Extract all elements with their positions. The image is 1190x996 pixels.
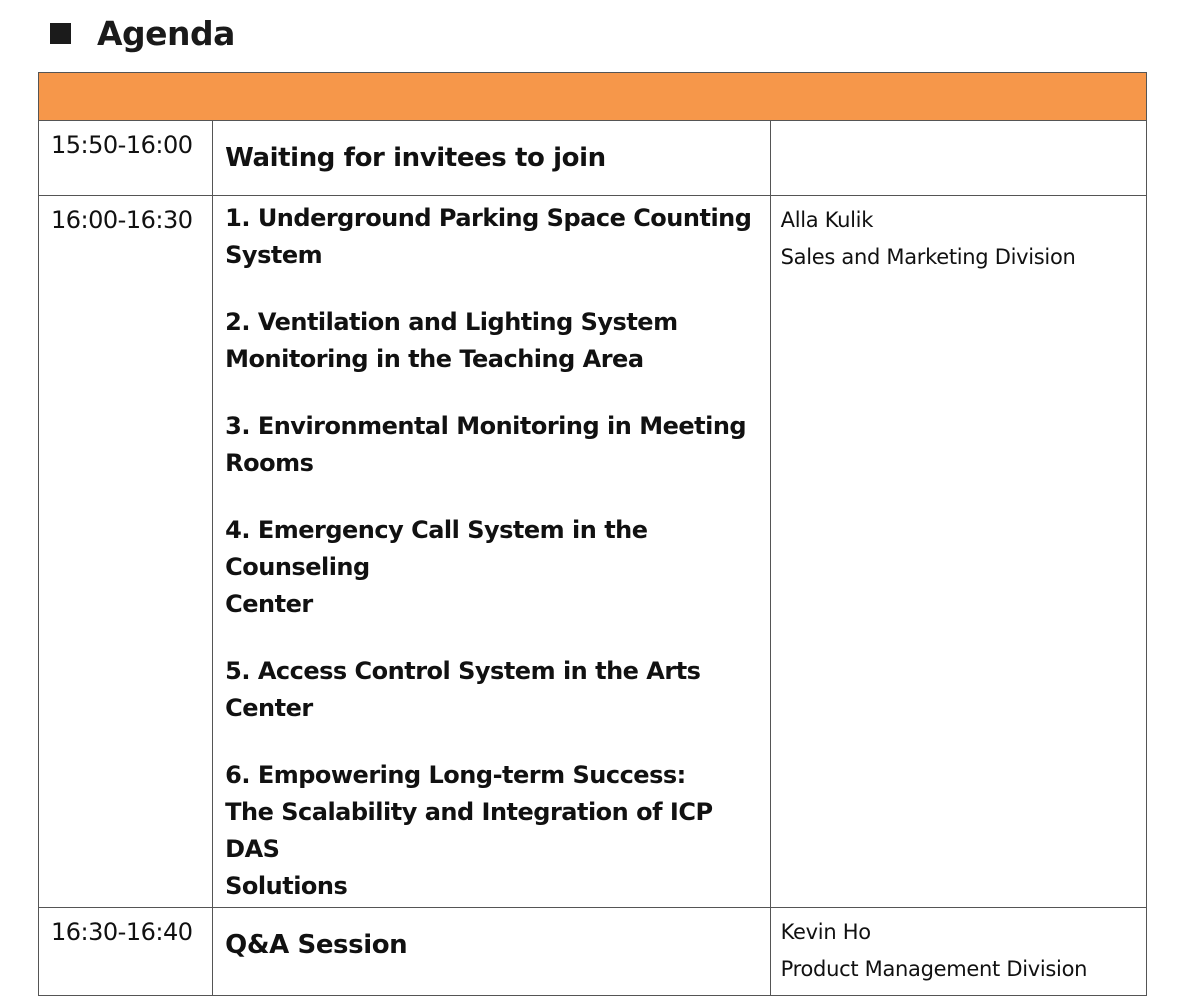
table-row [39,121,1147,196]
topic-line: Monitoring in the Teaching Area [225,345,644,373]
time-slot: 16:30-16:40 [51,918,193,946]
header-bar-cell [39,73,1147,121]
speaker-name: Alla Kulik [780,208,874,232]
topic-cell [213,121,770,196]
time-slot: 15:50-16:00 [51,131,193,159]
topic-line: Rooms [225,449,314,477]
speaker-division: Product Management Division [780,957,1088,981]
topic-list [213,196,769,905]
agenda-heading [50,14,235,53]
speaker-cell [770,196,1146,908]
topic-item [225,757,759,905]
speaker-name: Kevin Ho [780,920,871,944]
topic-cell [213,196,770,908]
table-row [39,196,1147,908]
speaker-cell [770,121,1146,196]
agenda-table [38,72,1147,996]
time-slot: 16:00-16:30 [51,206,193,234]
topic-line: 6. Empowering Long-term Success: [225,761,686,789]
page-title: Agenda [97,14,235,53]
time-cell [39,121,213,196]
topic-item [225,653,759,727]
topic-item [225,512,759,623]
square-bullet-icon [50,23,71,44]
speaker-cell [770,908,1146,996]
topic-line: Solutions [225,872,348,900]
topic-title: Q&A Session [225,930,408,960]
speaker-info [771,908,1146,988]
topic-cell [213,908,770,996]
speaker-division: Sales and Marketing Division [780,245,1076,269]
topic-line: 2. Ventilation and Lighting System [225,308,678,336]
topic-line: 4. Emergency Call System in the Counseling [225,516,648,581]
topic-item [225,200,759,274]
speaker-info [771,196,1146,276]
topic-line: 1. Underground Parking Space Counting [225,204,752,232]
topic-line: The Scalability and Integration of ICP DAS [225,798,713,863]
time-cell [39,908,213,996]
topic-item [225,304,759,378]
time-cell [39,196,213,908]
topic-line: 5. Access Control System in the Arts Center [225,657,701,722]
topic-line: Center [225,590,313,618]
topic-line: System [225,241,323,269]
table-header-bar [39,73,1147,121]
table-row [39,908,1147,996]
topic-line: 3. Environmental Monitoring in Meeting [225,412,747,440]
topic-title: Waiting for invitees to join [225,143,606,173]
topic-item [225,408,759,482]
